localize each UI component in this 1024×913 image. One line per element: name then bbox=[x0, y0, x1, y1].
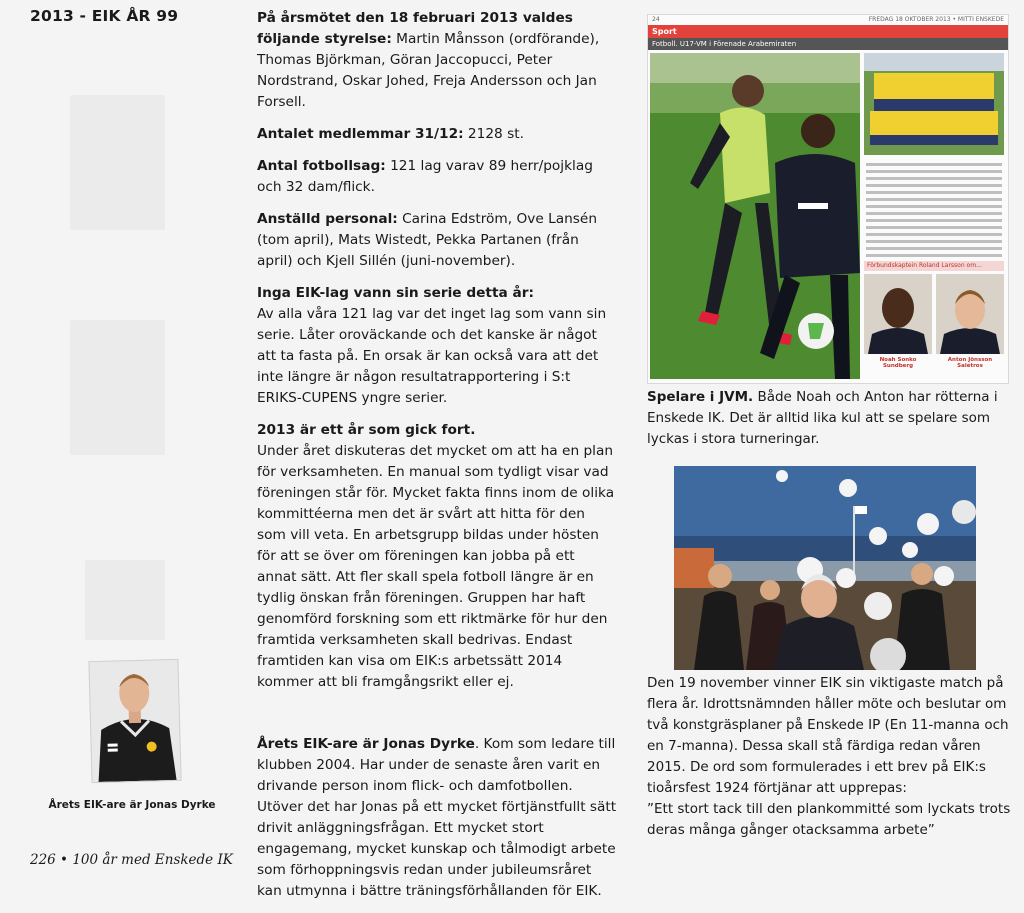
eik-are-text: . Kom som ledare till klubben 2004. Har under de senaste åren varit en drivande person inom flick- och damfotbollen. Utöver det har Jonas på ett mycket förtjänstfullt sätt drivit anläggningsfrågan. Ett mycket stort engagemang, mycket kunskap och tålmodigt arbete som förhoppningsvis redan under jubileumsråret kan utmynna i bättre träningsförhållanden för EIK. bbox=[257, 736, 617, 899]
clipping-caption-text: Både Noah och Anton har rötterna i Enskede IK. Det är alltid lika kul att se spelare som lyckas i stora turneringar. bbox=[647, 389, 998, 447]
series-text: Av alla våra 121 lag var det inget lag som vann sin serie. Låter oroväckande och det kanske är något att ta fasta på. En orsak är kan också vara att det inte längre är någon resultatrapportering i S:t ERIKS-CUPENS yngre serier. bbox=[257, 306, 607, 406]
clipping-player-portrait-anton bbox=[936, 274, 1004, 354]
teams-value: 121 lag varav 89 herr/pojklag och 32 dam/flick. bbox=[257, 158, 593, 195]
staff-label: Anställd personal: bbox=[257, 211, 398, 227]
teams-paragraph bbox=[257, 156, 617, 198]
clipping-strap: Fotboll. U17-VM i Förenade Arabemiraten bbox=[648, 38, 1008, 50]
clipping-name-noah: Noah Sonko Sundberg bbox=[879, 357, 917, 369]
newspaper-clipping bbox=[647, 14, 1009, 384]
series-heading: Inga EIK-lag vann sin serie detta år: bbox=[257, 285, 534, 301]
portrait-photo bbox=[88, 659, 181, 783]
fast-paragraph bbox=[257, 420, 617, 693]
portrait-illustration bbox=[89, 660, 180, 782]
staff-value: Carina Edström, Ove Lansén (tom april), Mats Wistedt, Pekka Partanen (från april) och Kjell Sillén (juni-november). bbox=[257, 211, 598, 269]
clipping-subheading: Förbundskaptein Roland Larsson om... bbox=[864, 261, 1004, 271]
members-value: 2128 st. bbox=[463, 126, 524, 142]
clipping-section-bar: Sport bbox=[648, 25, 1008, 38]
members-label: Antalet medlemmar 31/12: bbox=[257, 126, 464, 142]
clipping-match-photo bbox=[650, 53, 860, 379]
eik-are-paragraph bbox=[257, 734, 617, 902]
turf-quote: ”Ett stort tack till den plankommitté som lyckats trots deras många gånger otacksamma arbete” bbox=[647, 801, 1011, 838]
board-label: På årsmötet den 18 februari 2013 valdes följande styrelse: bbox=[257, 10, 573, 47]
page-title: 2013 - EIK ÅR 99 bbox=[30, 7, 179, 25]
clipping-date-line: FREDAG 18 OKTOBER 2013 • MITTI ENSKEDE bbox=[868, 16, 1004, 23]
main-text-column bbox=[257, 8, 617, 913]
clipping-header bbox=[648, 15, 1008, 25]
board-paragraph bbox=[257, 8, 617, 113]
teams-label: Antal fotbollsag: bbox=[257, 158, 386, 174]
fast-text: Under året diskuteras det mycket om att ha en plan för verksamheten. En manual som tydligt visar vad föreningen står för. Mycket fakta finns inom de olika kommittéerna men det är svårt att hitta för den som vill veta. En arbetsgrupp bildas under hösten för att se över om föreningen kan jobba på ett annat sätt. Att fler skall spela fotboll längre är en tydlig önskan från föreningen. Gruppen har haft genomförd forskning som ett riktmärke för hur den framtida verksamheten skall bedrivas. Endast framtiden kan visa om EIK:s arbetssätt 2014 kommer att bli framgångsrikt eller ej. bbox=[257, 443, 615, 690]
clipping-name-anton: Anton Jönsson Salétros bbox=[947, 357, 993, 369]
series-paragraph bbox=[257, 283, 617, 409]
eik-are-label: Årets EIK-are är Jonas Dyrke bbox=[257, 736, 475, 752]
section-spacer bbox=[257, 704, 617, 734]
clipping-page-number: 24 bbox=[652, 16, 660, 23]
bleed-through-block bbox=[85, 560, 165, 640]
board-names: Martin Månsson (ordförande), Thomas Björkman, Göran Jaccopucci, Peter Nordstrand, Oskar Johed, Freja Andersson och Jan Forsell. bbox=[257, 31, 600, 110]
portrait-caption: Årets EIK-are är Jonas Dyrke bbox=[48, 799, 216, 811]
page-footer: 226 • 100 år med Enskede IK bbox=[30, 852, 233, 868]
clipping-caption bbox=[647, 387, 1007, 450]
bleed-through-block bbox=[70, 320, 165, 455]
members-paragraph bbox=[257, 124, 617, 145]
artificial-turf-paragraph bbox=[647, 673, 1013, 841]
staff-paragraph bbox=[257, 209, 617, 272]
clipping-player-portrait-noah bbox=[864, 274, 932, 354]
turf-text: Den 19 november vinner EIK sin viktigaste match på flera år. Idrottsnämnden håller möte och beslutar om två konstgräsplaner på Enskede IP (En 11-manna och en 7-manna). Dessa skall stå färdiga redan våren 2015. De ord som formulerades i ett brev på EIK:s tioårsfest 1924 förtjänar att upprepas: bbox=[647, 675, 1009, 796]
bleed-through-block bbox=[70, 95, 165, 230]
clipping-body-text bbox=[864, 159, 1004, 259]
football-celebration-photo bbox=[674, 466, 976, 670]
fast-heading: 2013 är ett år som gick fort. bbox=[257, 422, 476, 438]
clipping-caption-label: Spelare i JVM. bbox=[647, 389, 754, 405]
clipping-team-photo bbox=[864, 53, 1004, 155]
